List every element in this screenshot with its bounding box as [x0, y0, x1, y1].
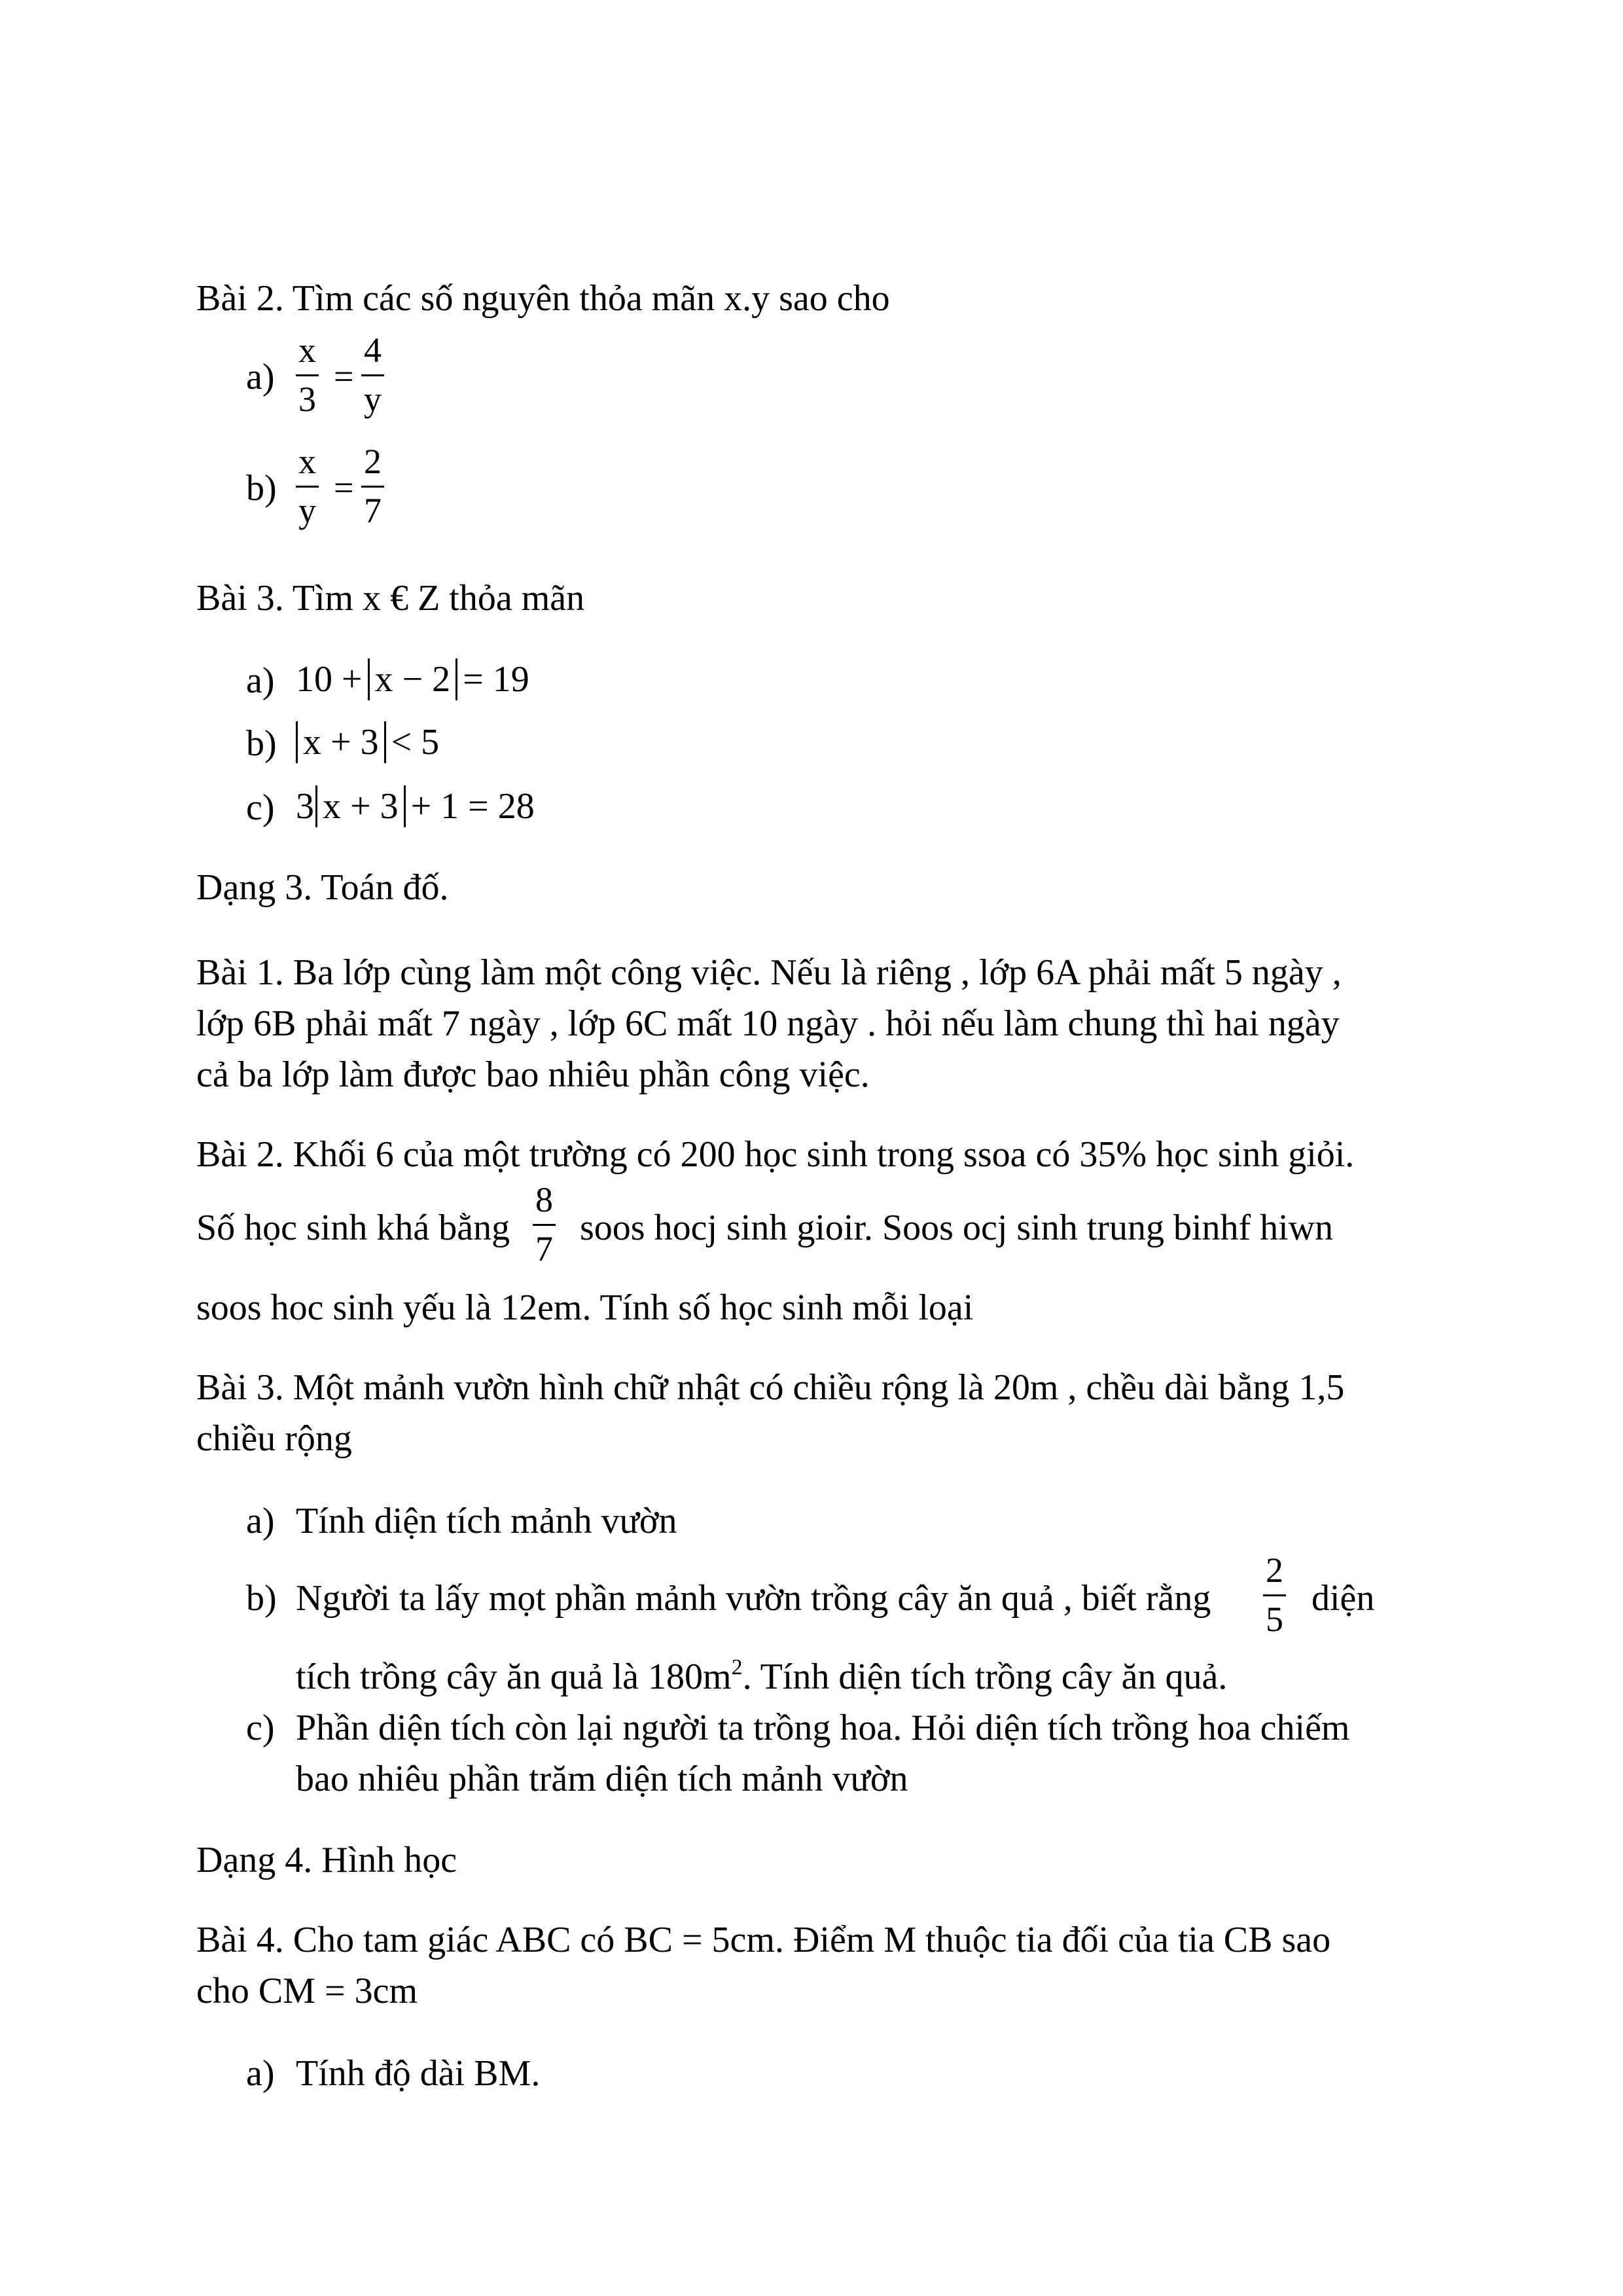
bai3-item-b-start: Người ta lấy mọt phần mảnh vườn trồng cây ăn quả , biết rằng	[296, 1578, 1211, 1619]
bai2-title: Bài 2. Tìm các số nguyên thỏa mãn x.y sao cho	[196, 278, 890, 319]
item-label: b)	[246, 1578, 277, 1619]
fraction-4-over-y: 4 y	[361, 332, 384, 417]
fraction-x-over-y: x y	[296, 444, 319, 528]
section-heading-dang-4: Dạng 4. Hình học	[196, 1840, 457, 1880]
item-label: b)	[246, 468, 277, 509]
equation-a: 10 + x − 2 = 19	[296, 659, 529, 700]
bai3-item-b-end: diện	[1311, 1578, 1375, 1619]
item-label: c)	[246, 1708, 275, 1748]
bai3-item-c-line-1: Phần diện tích còn lại người ta trồng hoa. Hỏi diện tích trồng hoa chiếm	[296, 1708, 1350, 1748]
absolute-value: x + 3	[296, 721, 386, 763]
fraction-8-over-7: 8 7	[533, 1182, 556, 1266]
bai2-line-1: Bài 2. Khối 6 của một trường có 200 học sinh trong ssoa có 35% học sinh giỏi.	[196, 1134, 1355, 1175]
item-label: a)	[246, 1501, 275, 1541]
bai4-line-2: cho CM = 3cm	[196, 1971, 418, 2011]
bai3-item-b-line-2: tích trồng cây ăn quả là $180m^2$. Tính diện tích trồng cây ăn quả.	[296, 1655, 1228, 1697]
bai4-item-a: Tính độ dài BM.	[296, 2053, 541, 2094]
section-heading-dang-3: Dạng 3. Toán đố.	[196, 867, 449, 908]
item-label: c)	[246, 787, 275, 828]
bai4-line-1: Bài 4. Cho tam giác ABC có BC = 5cm. Điểm M thuộc tia đối của tia CB sao	[196, 1920, 1331, 1960]
bai3-line-2: chiều rộng	[196, 1418, 352, 1459]
equals-sign: =	[334, 357, 354, 396]
fraction-2-over-7: 2 7	[361, 444, 384, 528]
bai1-line-2: lớp 6B phải mất 7 ngày , lớp 6C mất 10 ngày . hỏi nếu làm chung thì hai ngày	[196, 1003, 1340, 1044]
equation-b: x + 3 < 5	[296, 721, 439, 763]
bai3-line-1: Bài 3. Một mảnh vườn hình chữ nhật có chiều rộng là 20m , chều dài bằng 1,5	[196, 1367, 1345, 1408]
bai3-item-c-line-2: bao nhiêu phần trăm diện tích mảnh vườn	[296, 1759, 908, 1799]
item-label: b)	[246, 723, 277, 764]
fraction-2-over-5: 2 5	[1263, 1552, 1286, 1637]
bai2-line-3: soos hoc sinh yếu là 12em. Tính số học sinh mỗi loại	[196, 1287, 974, 1328]
equation-c: 3 x + 3 + 1 = 28	[296, 786, 535, 827]
item-label: a)	[246, 660, 275, 701]
bai3-title: Bài 3. Tìm x € Z thỏa mãn	[196, 578, 585, 619]
fraction-x-over-3: x 3	[296, 332, 319, 417]
absolute-value: x − 2	[368, 658, 458, 700]
bai1-line-1: Bài 1. Ba lớp cùng làm một công việc. Nếu là riêng , lớp 6A phải mất 5 ngày ,	[196, 952, 1342, 993]
bai1-line-3: cả ba lớp làm được bao nhiêu phần công việc.	[196, 1054, 870, 1095]
item-label: a)	[246, 2053, 275, 2094]
bai2-line-2-start: Số học sinh khá bằng	[196, 1208, 510, 1248]
absolute-value: x + 3	[315, 785, 406, 827]
equals-sign: =	[334, 468, 354, 507]
bai3-item-a: Tính diện tích mảnh vườn	[296, 1501, 677, 1541]
bai2-line-2-end: soos hocj sinh gioir. Soos ocj sinh trung binhf hiwn	[580, 1208, 1334, 1248]
item-label: a)	[246, 357, 275, 397]
